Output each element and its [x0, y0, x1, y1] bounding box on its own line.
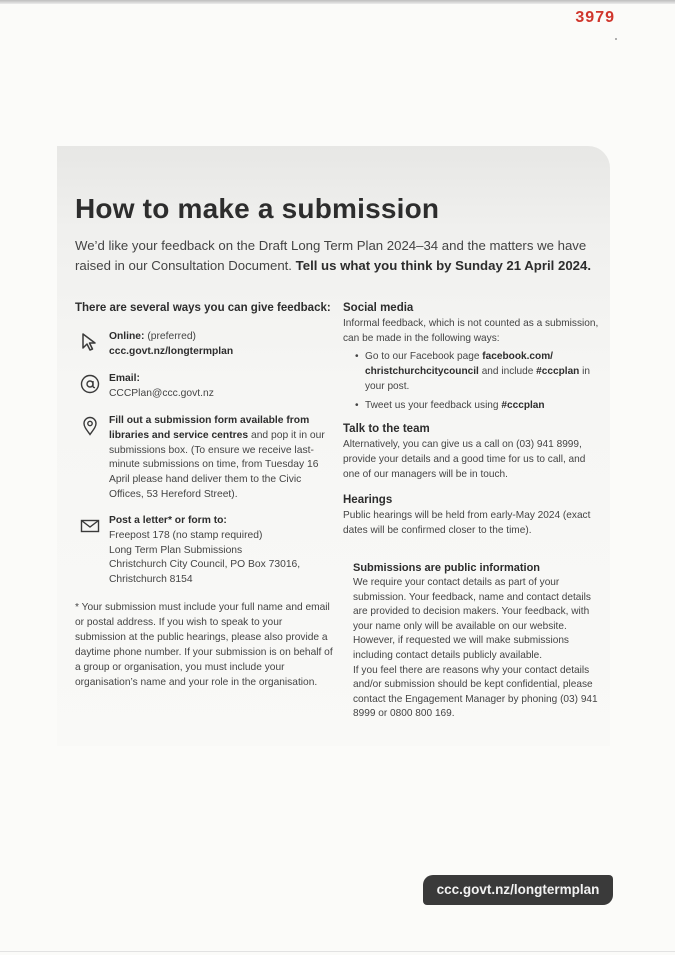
at-sign-icon	[80, 374, 100, 394]
list-item	[365, 398, 605, 413]
form-instructions: and pop it in our submissions box. (To ensure we receive last-minute submissions on time, from Tuesday 16 April please hand deliver them to the Civic Offices, 53 Hereford Street).	[109, 429, 325, 500]
talk-to-team-text: Alternatively, you can give us a call on (03) 941 8999, provide your details and a good time for us to call, and one of our managers will be in touch.	[343, 439, 586, 480]
page-top-edge	[0, 0, 675, 4]
social-media-section	[343, 302, 605, 417]
footer-url-badge[interactable]: ccc.govt.nz/longtermplan	[423, 875, 613, 905]
page-bottom-edge	[0, 951, 675, 952]
page-title: How to make a submission	[75, 193, 440, 224]
email-text	[109, 372, 329, 402]
post-line-2: Long Term Plan Submissions	[109, 544, 243, 556]
talk-to-team-section	[343, 423, 605, 482]
facebook-mid: and include	[481, 366, 534, 377]
hearings-section	[343, 494, 605, 538]
social-media-text: Informal feedback, which is not counted as a submission, can be made in the following ways:	[343, 318, 599, 344]
tweet-intro: Tweet us your feedback using	[365, 400, 499, 411]
online-text	[109, 330, 329, 360]
social-media-list	[343, 349, 605, 413]
public-info-heading: Submissions are public information	[353, 562, 541, 574]
email-address[interactable]: CCCPlan@ccc.govt.nz	[109, 387, 214, 399]
intro-deadline: Tell us what you think by Sunday 21 April 2024.	[295, 258, 591, 273]
location-pin-icon	[80, 416, 100, 436]
tweet-hashtag: #cccplan	[501, 400, 545, 411]
feedback-ways-heading: There are several ways you can give feedback:	[75, 302, 331, 314]
public-info-text-1: We require your contact details as part of your submission. Your feedback, name and contact details are provided to decision makers. Your feedback, with your name only will be available on our website. However, if requested we will make submissions including contact details publicly available.	[353, 577, 591, 661]
post-label: Post a letter* or form to:	[109, 515, 227, 526]
facebook-hashtag: #cccplan	[536, 366, 580, 377]
scan-speck	[615, 38, 617, 40]
facebook-intro: Go to our Facebook page	[365, 351, 480, 362]
list-item	[365, 349, 605, 394]
email-label: Email:	[109, 373, 140, 384]
envelope-icon	[80, 516, 100, 536]
feedback-ways-column	[75, 302, 333, 688]
intro-text: We’d like your feedback on the Draft Long Term Plan 2024–34 and the matters we have raised in our Consultation Document.	[75, 238, 587, 273]
cursor-icon	[80, 332, 100, 352]
online-label: Online:	[109, 331, 145, 342]
facebook-outro: in your post.	[365, 366, 591, 392]
intro-paragraph	[75, 236, 600, 276]
online-note: (preferred)	[147, 331, 196, 342]
public-info-section	[353, 562, 603, 722]
online-url[interactable]: ccc.govt.nz/longtermplan	[109, 345, 234, 357]
submission-footnote: * Your submission must include your full name and email or postal address. If you wish to speak to your submission at the public hearings, please also provide a daytime phone number. If your submission is on behalf of a group or organisation, you must include your organisation’s name and your role in the organisation.	[75, 602, 333, 688]
post-line-4: Christchurch 8154	[109, 574, 193, 586]
hearings-heading: Hearings	[343, 494, 393, 506]
page-number: 3979	[575, 9, 615, 26]
social-media-heading: Social media	[343, 302, 414, 314]
post-text	[109, 514, 329, 588]
talk-to-team-heading: Talk to the team	[343, 423, 430, 435]
public-info-text-2: If you feel there are reasons why your contact details and/or submission should be kept confidential, please contact the Engagement Manager by phoning (03) 941 8999 or 0800 800 169.	[353, 664, 598, 720]
form-label: Fill out a submission form available from libraries and service centres	[109, 415, 310, 441]
form-text	[109, 414, 329, 503]
hearings-text: Public hearings will be held from early-May 2024 (exact dates will be confirmed closer to the time).	[343, 510, 591, 536]
post-line-1: Freepost 178 (no stamp required)	[109, 529, 263, 541]
post-line-3: Christchurch City Council, PO Box 73016,	[109, 559, 301, 571]
facebook-link[interactable]: facebook.com/ christchurchcitycouncil	[365, 351, 553, 377]
